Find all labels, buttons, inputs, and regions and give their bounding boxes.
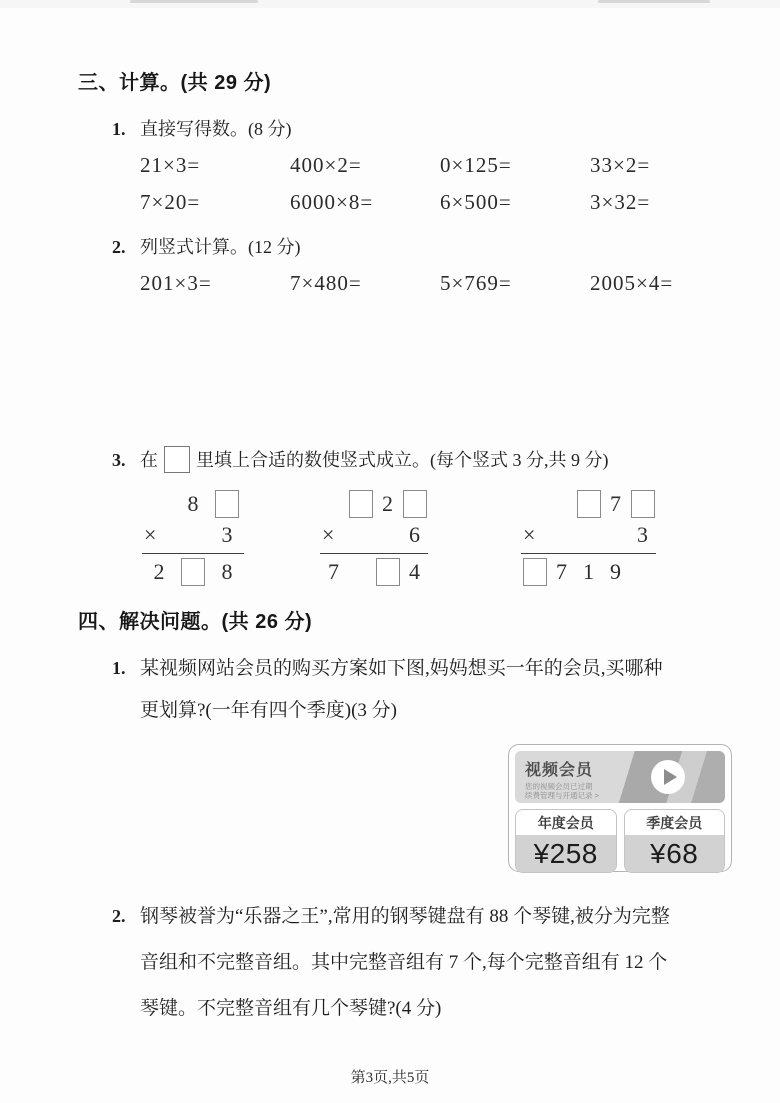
product-row bbox=[320, 556, 428, 587]
digit: 9 bbox=[610, 558, 621, 584]
problem-text bbox=[140, 648, 663, 732]
vertical-problems-row bbox=[140, 488, 718, 587]
vertical-problem-1 bbox=[142, 488, 244, 587]
digit: 4 bbox=[409, 558, 420, 584]
word-problem-2 bbox=[112, 894, 718, 1032]
math-problem: 0×125= bbox=[440, 153, 512, 177]
membership-plans bbox=[515, 809, 725, 873]
equals-line bbox=[320, 553, 428, 554]
answer-box[interactable] bbox=[403, 490, 427, 518]
play-button[interactable] bbox=[651, 760, 685, 794]
math-problem: 7×480= bbox=[290, 271, 362, 295]
times-sign: × bbox=[322, 521, 335, 547]
answer-box[interactable] bbox=[631, 490, 655, 518]
item-direct-calculation bbox=[112, 115, 718, 141]
renewal-record-link[interactable]: 续费管理与开通记录 > bbox=[525, 791, 599, 800]
item-column-calculation bbox=[112, 233, 718, 259]
digit: 1 bbox=[583, 558, 594, 584]
example-box-icon bbox=[164, 446, 190, 473]
vertical-problem-3 bbox=[521, 488, 656, 587]
digit: 6 bbox=[409, 521, 420, 547]
fill-title-prefix: 在 bbox=[140, 450, 158, 470]
math-problem: 201×3= bbox=[140, 271, 212, 295]
direct-calculation-grid bbox=[140, 153, 718, 215]
math-problem: 21×3= bbox=[140, 153, 201, 177]
problem-text-line: 更划算?(一年有四个季度)(3 分) bbox=[140, 700, 397, 721]
problem-text-line: 某视频网站会员的购买方案如下图,妈妈想买一年的会员,买哪种 bbox=[140, 658, 663, 679]
digit: 2 bbox=[153, 558, 165, 584]
answer-box[interactable] bbox=[376, 558, 400, 586]
membership-expired-text: 您的视频会员已过期 bbox=[525, 782, 593, 791]
plan-quarterly bbox=[624, 809, 726, 873]
digit: 8 bbox=[187, 490, 199, 516]
math-problem: 400×2= bbox=[290, 153, 362, 177]
fill-title-suffix: 里填上合适的数使竖式成立。(每个竖式 3 分,共 9 分) bbox=[196, 450, 609, 470]
vertical-problem-2 bbox=[320, 488, 428, 587]
item-fill-boxes bbox=[112, 446, 718, 473]
plan-label: 年度会员 bbox=[537, 815, 594, 831]
item-number: 1. bbox=[112, 658, 126, 678]
digit: 7 bbox=[556, 558, 567, 584]
math-problem: 33×2= bbox=[590, 153, 651, 177]
working-space bbox=[78, 296, 718, 446]
problem-text-line: 音组和不完整音组。其中完整音组有 7 个,每个完整音组有 12 个 bbox=[140, 952, 668, 973]
multiplicand-row bbox=[142, 488, 244, 519]
plan-price: ¥258 bbox=[516, 835, 616, 872]
answer-box[interactable] bbox=[181, 558, 205, 586]
video-membership-card bbox=[508, 744, 732, 872]
word-problem-1 bbox=[112, 648, 718, 732]
problem-text bbox=[140, 894, 670, 1032]
play-icon bbox=[664, 769, 677, 785]
digit: 8 bbox=[221, 558, 233, 584]
times-sign: × bbox=[144, 521, 157, 547]
math-problem: 6000×8= bbox=[290, 190, 374, 214]
equals-line bbox=[521, 553, 656, 554]
product-row bbox=[521, 556, 656, 587]
problem-text-line: 琴键。不完整音组有几个琴键?(4 分) bbox=[140, 998, 442, 1019]
membership-status-text bbox=[525, 782, 717, 800]
digit: 3 bbox=[221, 521, 233, 547]
multiplicand-row bbox=[521, 488, 656, 519]
membership-card-header bbox=[515, 751, 725, 803]
column-calculation-grid bbox=[140, 271, 718, 296]
math-problem: 6×500= bbox=[440, 190, 512, 214]
item-number: 1. bbox=[112, 119, 126, 139]
section-title-problem-solving: 四、解决问题。(共 26 分) bbox=[78, 611, 313, 633]
times-sign: × bbox=[523, 521, 536, 547]
multiplier-row bbox=[142, 519, 244, 550]
product-row bbox=[142, 556, 244, 587]
plan-price: ¥68 bbox=[625, 835, 725, 872]
item-number: 2. bbox=[112, 906, 126, 926]
item-number: 3. bbox=[112, 450, 126, 470]
digit: 7 bbox=[610, 490, 621, 516]
answer-box[interactable] bbox=[577, 490, 601, 518]
equals-line bbox=[142, 553, 244, 554]
multiplier-row bbox=[521, 519, 656, 550]
math-problem: 7×20= bbox=[140, 190, 201, 214]
digit: 2 bbox=[382, 490, 393, 516]
membership-title: 视频会员 bbox=[525, 762, 594, 779]
item-title: 列竖式计算。(12 分) bbox=[140, 237, 301, 257]
multiplier-row bbox=[320, 519, 428, 550]
item-title: 直接写得数。(8 分) bbox=[140, 119, 292, 139]
section-title-calculation: 三、计算。(共 29 分) bbox=[78, 72, 272, 94]
plan-label: 季度会员 bbox=[646, 815, 703, 831]
answer-box[interactable] bbox=[349, 490, 373, 518]
answer-box[interactable] bbox=[215, 490, 239, 518]
problem-text-line: 钢琴被誉为“乐器之王”,常用的钢琴键盘有 88 个琴键,被分为完整 bbox=[140, 906, 670, 927]
page-number: 第3页,共5页 bbox=[350, 1070, 430, 1086]
answer-box[interactable] bbox=[523, 558, 547, 586]
math-problem: 5×769= bbox=[440, 271, 512, 295]
digit: 7 bbox=[328, 558, 339, 584]
math-problem: 3×32= bbox=[590, 190, 651, 214]
item-number: 2. bbox=[112, 237, 126, 257]
item-title bbox=[140, 446, 609, 473]
math-problem: 2005×4= bbox=[590, 271, 674, 295]
multiplicand-row bbox=[320, 488, 428, 519]
plan-annual bbox=[515, 809, 617, 873]
digit: 3 bbox=[637, 521, 648, 547]
